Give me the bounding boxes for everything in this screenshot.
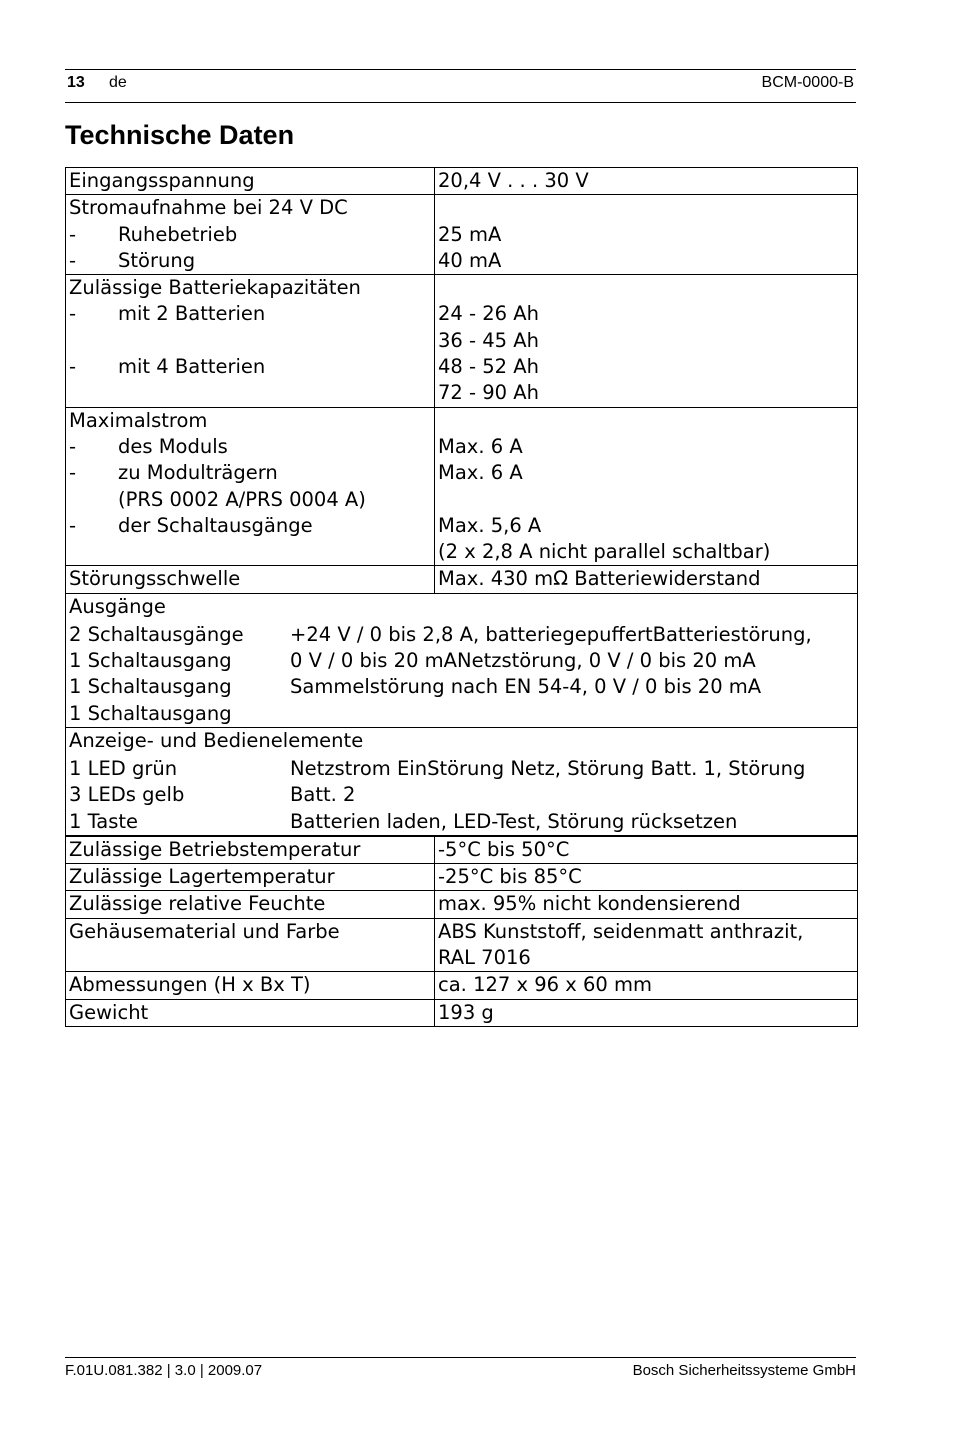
spec-value: RAL 7016 <box>438 946 531 970</box>
spec-label: Abmessungen (H x Bx T) <box>66 972 435 999</box>
spec-label-cell <box>66 407 435 566</box>
spec-value: 24 - 26 Ah <box>438 302 539 326</box>
spec-value: 36 - 45 Ah <box>438 328 539 352</box>
spec-label: Ausgänge <box>69 594 166 618</box>
spec-value-cell <box>435 195 858 275</box>
page-footer <box>65 1357 856 1379</box>
spec-label: Gewicht <box>66 999 435 1026</box>
language-code: de <box>109 74 127 91</box>
company-name: Bosch Sicherheitssysteme GmbH <box>632 1362 856 1379</box>
spec-value: (2 x 2,8 A nicht parallel schaltbar) <box>438 540 771 564</box>
spec-value: 48 - 52 Ah <box>438 355 539 379</box>
table-row <box>66 593 858 727</box>
spec-label: Eingangsspannung <box>66 168 435 195</box>
spec-value-cell <box>435 918 858 972</box>
spec-sub-label: mit 2 Batterien <box>118 302 266 326</box>
spec-table <box>65 167 858 1027</box>
spec-sub-item: - Ruhebetrieb <box>69 222 238 246</box>
list-item: 2 Schaltausgänge +24 V / 0 bis 2,8 A, batteriegepuffertBatteriestörung, <box>69 622 812 646</box>
spec-value: 72 - 90 Ah <box>438 381 539 405</box>
spec-label: Maximalstrom <box>69 408 208 432</box>
spec-value: -25°C bis 85°C <box>435 864 858 891</box>
spec-sub-item: - der Schaltausgänge <box>69 513 313 537</box>
spec-sub-item: - mit 4 Batterien <box>69 355 266 379</box>
spec-sub-label: der Schaltausgänge <box>118 513 313 537</box>
table-row <box>66 727 858 835</box>
spec-value: 193 g <box>435 999 858 1026</box>
spec-value: Max. 5,6 A <box>438 513 542 537</box>
table-row <box>66 918 858 972</box>
spec-sub-label: Ruhebetrieb <box>118 222 238 246</box>
spec-value: 40 mA <box>438 248 502 272</box>
table-row <box>66 195 858 275</box>
spec-value: ABS Kunststoff, seidenmatt anthrazit, <box>438 919 804 943</box>
spec-label: Zulässige relative Feuchte <box>66 891 435 918</box>
table-row <box>66 972 858 999</box>
spec-label-cell <box>66 195 435 275</box>
page-header <box>65 69 856 103</box>
spec-sub-item: - Störung <box>69 248 196 272</box>
spec-sub-label: zu Modulträgern <box>118 461 278 485</box>
table-row <box>66 864 858 891</box>
spec-label: Anzeige- und Bedienelemente <box>69 728 364 752</box>
spec-label: Stromaufnahme bei 24 V DC <box>69 196 348 220</box>
spec-sub-label: (PRS 0002 A/PRS 0004 A) <box>118 487 366 511</box>
spec-label: Zulässige Batteriekapazitäten <box>69 276 361 300</box>
table-row <box>66 407 858 566</box>
table-row <box>66 168 858 195</box>
table-row <box>66 566 858 593</box>
page-title: Technische Daten <box>65 120 295 150</box>
spec-sub-label: mit 4 Batterien <box>118 355 266 379</box>
model-number: BCM-0000-B <box>761 74 854 91</box>
document-reference: F.01U.081.382 | 3.0 | 2009.07 <box>65 1362 263 1379</box>
list-item: 1 LED grün Netzstrom EinStörung Netz, Störung Batt. 1, Störung <box>69 756 806 780</box>
spec-value: 25 mA <box>438 222 502 246</box>
spec-sub-item: - des Moduls <box>69 434 228 458</box>
spec-sub-item: - zu Modulträgern <box>69 461 278 485</box>
spec-label: Zulässige Lagertemperatur <box>66 864 435 891</box>
spec-value: -5°C bis 50°C <box>435 836 858 864</box>
table-row <box>66 999 858 1026</box>
spec-label: Störungsschwelle <box>66 566 435 593</box>
controls-cell <box>66 727 858 835</box>
spec-sub-label: des Moduls <box>118 434 228 458</box>
spec-sub-item: - mit 2 Batterien <box>69 302 266 326</box>
table-row <box>66 836 858 864</box>
list-item: 1 Taste Batterien laden, LED-Test, Störung rücksetzen <box>69 809 738 833</box>
spec-value-cell <box>435 407 858 566</box>
page-number: 13 <box>67 74 85 91</box>
spec-value: max. 95% nicht kondensierend <box>435 891 858 918</box>
list-item: 1 Schaltausgang <box>69 701 232 725</box>
list-item: 3 LEDs gelb Batt. 2 <box>69 783 356 807</box>
spec-value: 20,4 V . . . 30 V <box>435 168 858 195</box>
spec-value: Max. 6 A <box>438 461 523 485</box>
spec-sub-item <box>69 487 431 513</box>
list-item: 1 Schaltausgang 0 V / 0 bis 20 mANetzstörung, 0 V / 0 bis 20 mA <box>69 649 756 673</box>
table-row <box>66 275 858 407</box>
spec-value: Max. 6 A <box>438 434 523 458</box>
outputs-cell <box>66 593 858 727</box>
spec-value: ca. 127 x 96 x 60 mm <box>435 972 858 999</box>
spec-label: Gehäusematerial und Farbe <box>66 918 435 972</box>
spec-label-cell <box>66 275 435 407</box>
spec-label: Zulässige Betriebstemperatur <box>66 836 435 864</box>
table-row <box>66 891 858 918</box>
list-item: 1 Schaltausgang Sammelstörung nach EN 54-4, 0 V / 0 bis 20 mA <box>69 675 762 699</box>
spec-value-cell <box>435 275 858 407</box>
spec-value: Max. 430 mΩ Batteriewiderstand <box>435 566 858 593</box>
spec-sub-label: Störung <box>118 248 196 272</box>
